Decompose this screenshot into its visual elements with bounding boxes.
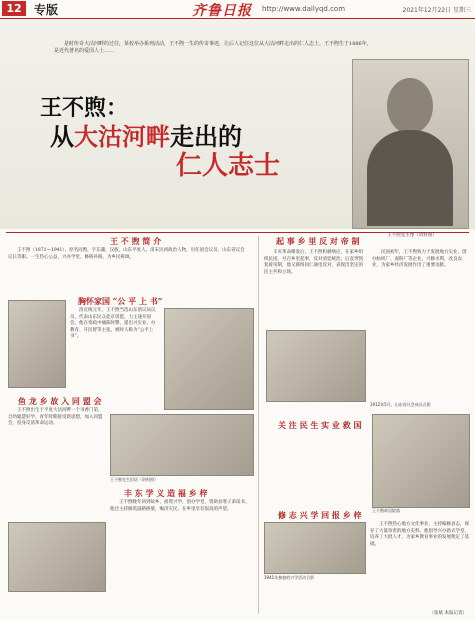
headline-banner (0, 19, 475, 238)
hometown-text: 王不煦出生于平度大沽河畔一个书香门第，自幼聪慧好学。青年时期接受新思想，加入同盟会，投身反清革命运动。 (8, 408, 103, 426)
section-title-hometown: 鱼 龙 乡 故 入 同 盟 会 (18, 396, 102, 406)
bio-text: 王不煦（1871—1941），原名同煦，字东藩，汉族，山东平度人。清末民初政治人物，历任国会议员、山东省议会议长等职。一生热心公益，兴办学堂，修桥补路，为乡民称颂。 (8, 248, 245, 260)
newspaper-logo: 齐鲁日报 (192, 3, 252, 19)
group-photo-2 (372, 414, 470, 508)
headline-prefix: 从 (50, 122, 74, 151)
caption-0: 王不煦先生旧居（资料图） (110, 477, 158, 482)
headline-suffix: 走出的 (170, 122, 242, 151)
group-photo-3 (264, 522, 366, 574)
caption-2: 王不煦故居院落 (372, 508, 400, 513)
photo-left (8, 300, 66, 388)
author-credit: （张斌 本报记者） (429, 611, 467, 616)
portrait-photo (352, 59, 469, 229)
page-number: 12 (2, 1, 26, 16)
section-title-youth: 胸怀家国 “公 平 上 书” (78, 296, 163, 306)
headline-line1: 王不煦： (40, 95, 129, 121)
caption-3: 1941年参加的兴学活动合影 (264, 575, 315, 580)
portrait-caption: 王不煦先生像（资料图） (387, 233, 437, 238)
rebel-text-2: 民国初年，王不煦致力于发展地方实业，创办纺织厂、面粉厂等企业，兴修水利，改良农业，为家乡经济发展作出了重要贡献。 (372, 250, 467, 268)
section-title-yearbook: 修 志 兴 学 回 报 乡 梓 (278, 510, 362, 520)
youth-text: 清宣统元年，王不煦当选山东谘议局议员，代表山东民众赴京请愿，力主速开国会。他在奏疏中痛陈时弊，提出兴实业、办教育、开民智等主张，被时人称为“公平上书”。 (70, 308, 156, 339)
courtyard-photo (8, 522, 106, 592)
headline-line3: 仁人志士 (176, 151, 281, 181)
section-title-finish: 关 注 民 生 实 业 救 国 (278, 420, 362, 430)
divider (6, 232, 469, 233)
column-rule (258, 236, 259, 614)
edition-label: 专版 (34, 3, 59, 17)
section-title-bio: 王 不 煦 简 介 (110, 236, 162, 246)
page-header (0, 0, 475, 19)
yearbook-text: 王不煦热心地方文化事业，主持编修县志，保存了大量珍贵的地方史料。他倡导兴办新式学堂，培养了大批人才，为家乡教育事业的发展奠定了基础。 (370, 522, 469, 547)
intro-paragraph: 是时传奇大沽河畔的过往，某校举办系列活动，王不煦一生的传奇事迹，让后人记住这位从大沽河畔走出的仁人志士。王不煦生于1886年，是近代著名的爱国人士…… (54, 41, 372, 55)
decline-text: 王不煦晚年回到故乡，捐资兴学，创办学堂，资助贫寒子弟读书。他还主持修筑道路桥梁，赈济灾民，在乡里享有很高的声望。 (110, 500, 250, 512)
house-photo (110, 414, 254, 476)
rebel-text: 辛亥革命爆发后，王不煦积极响应，在家乡组织民团，号召乡里起事，反对清廷统治。后袁世凯复辟帝制，他又联络同仁通电反对，表现出坚定的民主共和立场。 (264, 250, 363, 275)
caption-1: 1912年5月，山东省议会成员合影 (370, 402, 431, 407)
headline-highlight: 大沽河畔 (74, 122, 170, 151)
section-title-decline: 丰 东 学 义 造 福 乡 梓 (124, 488, 208, 498)
website-url[interactable]: http://www.dailyqd.com (262, 5, 346, 13)
document-photo (164, 308, 254, 410)
issue-date: 2021年12月22日 星期三 (402, 7, 471, 14)
group-photo-1 (266, 330, 366, 402)
section-title-rebel: 起 事 乡 里 反 对 帝 制 (276, 236, 360, 246)
